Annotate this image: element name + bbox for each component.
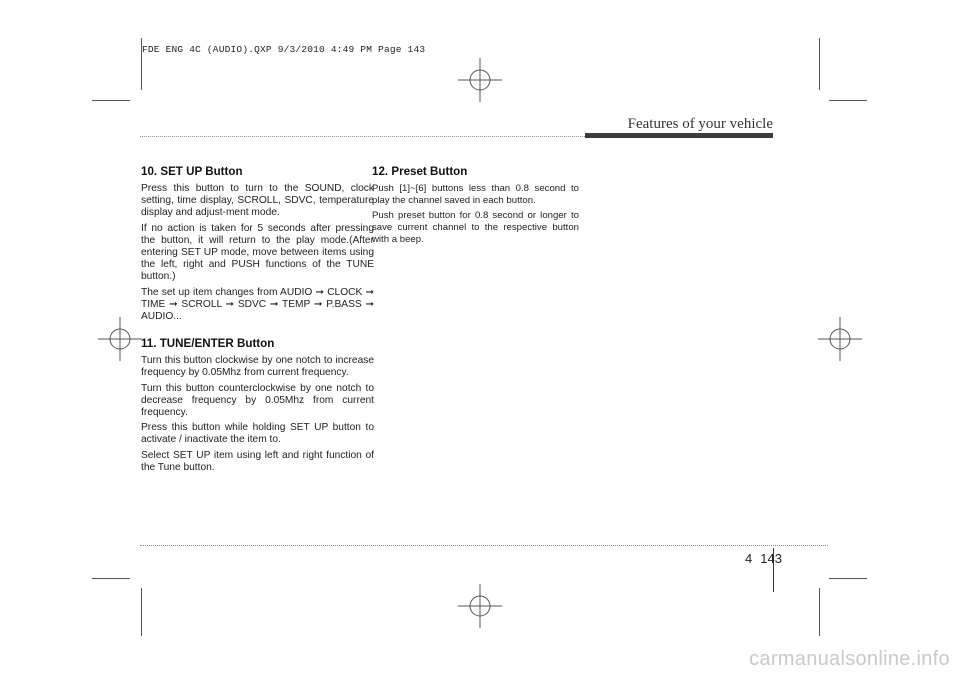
paragraph: Press this button to turn to the SOUND, clock setting, time display, SCROLL, SDVC, temperature display and adjust-ment mode. [141, 183, 374, 219]
crop-mark-top-right-h [829, 100, 867, 101]
section-heading: 10. SET UP Button [141, 165, 243, 178]
crop-mark-bottom-right-h [829, 578, 867, 579]
paragraph: Press this button while holding SET UP button to activate / inactivate the item to. [141, 422, 374, 446]
section-preset-button [372, 165, 579, 246]
right-column [372, 165, 579, 260]
paragraph: Push [1]~[6] buttons less than 0.8 second to play the channel saved in each button. [372, 183, 579, 206]
page-number [745, 551, 782, 566]
section-header-title: Features of your vehicle [627, 116, 773, 132]
registration-mark-right-icon [818, 317, 862, 361]
registration-mark-left-icon [98, 317, 142, 361]
paragraph: Push preset button for 0.8 second or longer to save current channel to the respective button with a beep. [372, 210, 579, 245]
paragraph: The set up item changes from AUDIO ➞ CLOCK ➞ TIME ➞ SCROLL ➞ SDVC ➞ TEMP ➞ P.BASS ➞ AUDIO... [141, 286, 374, 323]
chapter-number: 4 [745, 551, 753, 566]
registration-mark-top-icon [458, 58, 502, 102]
print-slug: FDE ENG 4C (AUDIO).QXP 9/3/2010 4:49 PM Page 143 [142, 44, 426, 55]
footer-rule-dotted [140, 545, 828, 546]
section-heading: 11. TUNE/ENTER Button [141, 337, 275, 351]
header-rule-dotted [140, 136, 585, 137]
paragraph: If no action is taken for 5 seconds after pressing the button, it will return to the play mode.(After entering SET UP mode, move between items using the left, right and PUSH functions of the TUNE button.) [141, 222, 374, 283]
crop-mark-top-left-v [141, 38, 142, 90]
registration-mark-bottom-icon [458, 584, 502, 628]
paragraph: Turn this button counterclockwise by one notch to decrease frequency by 0.05Mhz from current frequency. [141, 382, 374, 419]
crop-mark-top-right-v [819, 38, 820, 90]
section-tune-enter-button [141, 337, 374, 474]
crop-mark-bottom-right-v [819, 588, 820, 636]
crop-mark-top-left-h [92, 100, 130, 101]
crop-mark-bottom-left-h [92, 578, 130, 579]
site-watermark: carmanualsonline.info [749, 648, 950, 670]
paragraph: Select SET UP item using left and right function of the Tune button. [141, 449, 374, 473]
section-heading: 12. Preset Button [372, 165, 468, 178]
section-setup-button [141, 165, 374, 323]
left-column [141, 165, 374, 488]
page-number-value: 143 [760, 551, 782, 566]
paragraph: Turn this button clockwise by one notch to increase frequency by 0.05Mhz from current frequency. [141, 355, 374, 379]
crop-mark-bottom-left-v [141, 588, 142, 636]
header-rule-bar [585, 133, 773, 138]
